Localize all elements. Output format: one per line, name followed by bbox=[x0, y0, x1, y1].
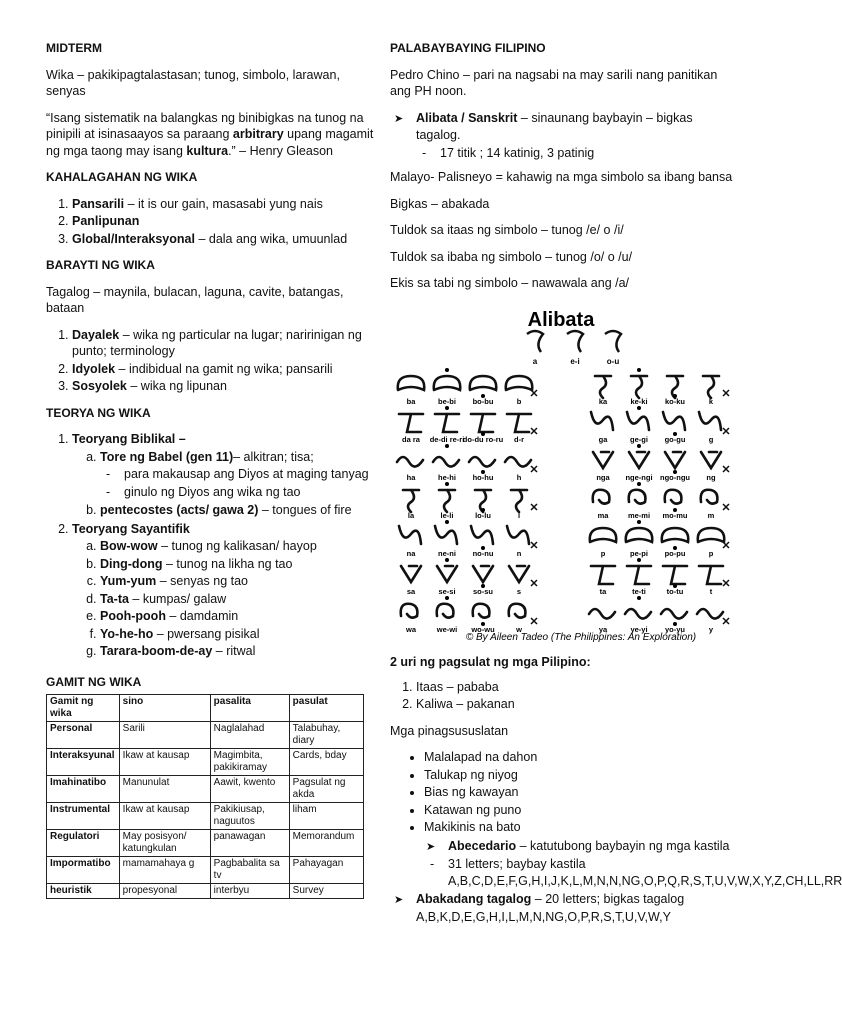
alibata-glyph bbox=[663, 566, 687, 584]
list-item: 1. Pansarili – it is our gain, masasabi yung nais bbox=[72, 196, 376, 213]
dot-mark bbox=[637, 368, 641, 372]
alibata-glyph bbox=[629, 489, 646, 503]
chart-title: Alibata bbox=[527, 308, 595, 331]
list-item: e. Pooh-pooh – damdamin bbox=[100, 608, 376, 625]
list-item: • Malalapad na dahon bbox=[424, 749, 740, 766]
abakada-list bbox=[390, 891, 740, 925]
pinagsusulatan-list bbox=[390, 749, 740, 836]
list-item: 2. Idyolek – indibidual na gamit ng wika; pansarili bbox=[72, 361, 376, 378]
glyph-label: ge-gi bbox=[630, 434, 648, 444]
alibata-glyph bbox=[437, 566, 457, 582]
table-cell: Impormatibo bbox=[47, 857, 120, 884]
table-cell: panawagan bbox=[210, 830, 289, 857]
alibata-glyph bbox=[507, 414, 531, 432]
glyph-label: y bbox=[708, 624, 714, 634]
list-item: 2. Panlipunan bbox=[72, 213, 376, 230]
alibata-chart-image bbox=[385, 304, 737, 642]
alibata-glyph bbox=[629, 452, 649, 468]
glyph-label: a bbox=[532, 356, 538, 366]
pinagsusulatan-heading: Mga pinagsususlatan bbox=[390, 723, 509, 738]
glyph-label: pe-pi bbox=[630, 548, 648, 558]
alibata-glyph bbox=[701, 452, 721, 468]
table-cell: Aawit, kwento bbox=[210, 776, 289, 803]
glyph-label: ngo-ngu bbox=[660, 472, 690, 482]
list-item: • Makikinis na bato bbox=[424, 819, 740, 836]
glyph-label: po-pu bbox=[664, 548, 686, 558]
glyph-label: sa bbox=[406, 586, 416, 596]
table-cell: Cards, bday bbox=[289, 749, 363, 776]
table-cell: Imahinatibo bbox=[47, 776, 120, 803]
table-cell: Ikaw at kausap bbox=[119, 803, 210, 830]
table-cell: Memorandum bbox=[289, 830, 363, 857]
uri-heading: 2 uri ng pagsulat ng mga Pilipino: bbox=[390, 655, 591, 669]
alibata-glyph bbox=[625, 609, 651, 619]
list-item: c. Yum-yum – senyas ng tao bbox=[100, 573, 376, 590]
alibata-glyph bbox=[663, 412, 685, 430]
gamit-table bbox=[46, 694, 364, 899]
cross-mark bbox=[531, 390, 537, 396]
table-cell: Magimbita, pakikiramay bbox=[210, 749, 289, 776]
teorya-list bbox=[46, 431, 376, 660]
list-item: - 31 letters; baybay kastila A,B,C,D,E,F,G,H,I,J,K,L,M,N,N,NG,O,P,Q,R,S,T,U,V,W,X,Y,Z,CH,LL,RR bbox=[448, 856, 740, 889]
cross-mark bbox=[531, 504, 537, 510]
alibata-glyph bbox=[437, 603, 454, 617]
wika-definition: Wika – pakikipagtalastasan; tunog, simbolo, larawan, senyas bbox=[46, 67, 340, 98]
left-column bbox=[46, 40, 376, 899]
cross-mark bbox=[531, 580, 537, 586]
table-cell: Interaksyunal bbox=[47, 749, 120, 776]
alibata-glyph bbox=[511, 490, 527, 512]
alibata-glyph bbox=[471, 414, 495, 432]
glyph-label: da ra bbox=[402, 434, 420, 444]
alibata-glyph bbox=[401, 566, 421, 582]
alibata-glyph bbox=[401, 603, 418, 617]
alibata-glyph bbox=[399, 526, 421, 544]
glyph-label: n bbox=[516, 548, 522, 558]
alibata-glyph bbox=[665, 452, 685, 468]
alibata-list bbox=[390, 110, 740, 162]
cross-mark bbox=[723, 390, 729, 396]
alibata-glyph bbox=[703, 376, 719, 398]
table-cell: May posisyon/ katungkulan bbox=[119, 830, 210, 857]
kahalagahan-list bbox=[46, 196, 376, 248]
alibata-glyph bbox=[471, 526, 493, 544]
cross-mark bbox=[531, 618, 537, 624]
table-cell: mamamahaya g bbox=[119, 857, 210, 884]
alibata-glyph bbox=[506, 376, 532, 390]
alibata-glyph bbox=[505, 457, 531, 467]
uri-list bbox=[390, 679, 740, 713]
glyph-label: ba bbox=[406, 396, 416, 406]
list-item: a. Tore ng Babel (gen 11)– alkitran; tisa; - para makausap ang Diyos at maging tanyag - ginulo ng Diyos ang wika ng tao bbox=[100, 449, 376, 501]
dot-mark bbox=[637, 596, 641, 600]
vowel-glyph bbox=[527, 331, 543, 352]
barayti-heading: BARAYTI NG WIKA bbox=[46, 258, 155, 272]
glyph-label: b bbox=[516, 396, 522, 406]
glyph-label: so-su bbox=[472, 586, 494, 596]
list-item: • Bias ng kawayan bbox=[424, 784, 740, 801]
glyph-label: p bbox=[708, 548, 714, 558]
glyph-label: to-tu bbox=[666, 586, 684, 596]
table-row bbox=[47, 884, 364, 899]
glyph-label: ko-ku bbox=[664, 396, 686, 406]
list-item: a. Bow-wow – tunog ng kalikasan/ hayop bbox=[100, 538, 376, 555]
midterm-heading: MIDTERM bbox=[46, 41, 102, 55]
table-cell: Pagbabalita sa tv bbox=[210, 857, 289, 884]
glyph-label: wa bbox=[405, 624, 417, 634]
glyph-label: d-r bbox=[514, 434, 524, 444]
glyph-label: l bbox=[517, 510, 521, 520]
alibata-glyph bbox=[590, 528, 616, 542]
alibata-glyph bbox=[662, 528, 688, 542]
list-item: ➤ Abakadang tagalog – 20 letters; bigkas tagalog A,B,K,D,E,G,H,I,L,M,N,NG,O,P,R,S,T,U,V,W,Y bbox=[416, 891, 740, 925]
alibata-glyph bbox=[593, 452, 613, 468]
alibata-glyph bbox=[697, 609, 723, 619]
cross-mark bbox=[723, 466, 729, 472]
glyph-label: ma bbox=[597, 510, 609, 520]
list-item: - 17 titik ; 14 katinig, 3 patinig bbox=[440, 145, 740, 162]
alibata-glyph bbox=[627, 412, 649, 430]
alibata-glyph bbox=[627, 566, 651, 584]
table-cell: Personal bbox=[47, 722, 120, 749]
dot-mark bbox=[445, 406, 449, 410]
glyph-label: wo-wu bbox=[471, 624, 495, 634]
glyph-label: la bbox=[407, 510, 415, 520]
list-item: ➤ Alibata / Sanskrit – sinaunang baybayin – bigkas tagalog. - 17 titik ; 14 katinig, 3 patinig bbox=[416, 110, 740, 162]
glyph-label: ye-yi bbox=[630, 624, 648, 634]
glyph-label: lo-lu bbox=[475, 510, 491, 520]
list-item: 2. Kaliwa – pakanan bbox=[416, 696, 740, 713]
dot-mark bbox=[637, 558, 641, 562]
table-cell: heuristik bbox=[47, 884, 120, 899]
alibata-glyph bbox=[397, 457, 423, 467]
alibata-glyph bbox=[509, 603, 526, 617]
cross-mark bbox=[723, 580, 729, 586]
header-cell: Gamit ng wika bbox=[47, 695, 120, 722]
glyph-label: ho-hu bbox=[472, 472, 494, 482]
alibata-glyph bbox=[589, 609, 615, 619]
list-item: g. Tarara-boom-de-ay – ritwal bbox=[100, 643, 376, 660]
alibata-glyph bbox=[470, 376, 496, 390]
alibata-glyph bbox=[433, 457, 459, 467]
glyph-label: mo-mu bbox=[662, 510, 688, 520]
glyph-label: ga bbox=[598, 434, 608, 444]
alibata-glyph bbox=[699, 566, 723, 584]
alibata-glyph bbox=[435, 526, 457, 544]
malayo-line: Malayo- Palisneyo = kahawig na mga simbolo sa ibang bansa bbox=[390, 170, 733, 184]
glyph-label: se-si bbox=[438, 586, 456, 596]
vowel-glyph bbox=[605, 331, 621, 352]
kahalagahan-heading: KAHALAGAHAN NG WIKA bbox=[46, 170, 198, 184]
alibata-glyph bbox=[399, 414, 423, 432]
alibata-glyph bbox=[434, 376, 460, 390]
teorya-heading: TEORYA NG WIKA bbox=[46, 405, 151, 420]
glyph-label: nge-ngi bbox=[625, 472, 653, 482]
glyph-label: k bbox=[708, 396, 714, 406]
list-item: - para makausap ang Diyos at maging tanyag bbox=[124, 466, 376, 483]
table-cell: Manunulat bbox=[119, 776, 210, 803]
alibata-glyph bbox=[507, 526, 529, 544]
glyph-label: do-du ro-ru bbox=[462, 434, 504, 444]
gamit-heading: GAMIT NG WIKA bbox=[46, 674, 142, 689]
vowel-glyph bbox=[567, 331, 583, 352]
dot-mark bbox=[637, 406, 641, 410]
alibata-glyph bbox=[701, 489, 718, 503]
alibata-glyph bbox=[509, 566, 529, 582]
table-cell: interbyu bbox=[210, 884, 289, 899]
alibata-glyph bbox=[473, 603, 490, 617]
alibata-glyph bbox=[698, 528, 724, 542]
bigkas-line: Bigkas – abakada bbox=[390, 196, 490, 211]
header-cell: pasulat bbox=[289, 695, 363, 722]
palabaybaying-heading: PALABAYBAYING FILIPINO bbox=[390, 41, 546, 55]
dot-mark bbox=[445, 368, 449, 372]
glyph-label: ke-ki bbox=[630, 396, 648, 406]
tuldok-itaas-line: Tuldok sa itaas ng simbolo – tunog /e/ o /i/ bbox=[390, 223, 624, 237]
glyph-label: me-mi bbox=[627, 510, 651, 520]
dot-mark bbox=[445, 482, 449, 486]
list-item: 1. Teoryang Biblikal – a. Tore ng Babel (gen 11)– alkitran; tisa; - para makausap ang Diyos at maging tanyag - ginulo ng Diyos ang wika ng tao b. pentecostes (acts/ gawa 2) – tongues of fire bbox=[72, 431, 376, 519]
glyph-label: yo-yu bbox=[664, 624, 686, 634]
cross-mark bbox=[531, 542, 537, 548]
table-row bbox=[47, 830, 364, 857]
gleason-quote: “Isang sistematik na balangkas ng binibigkas na tunog na pinipili at isinasaayos sa paraang arbitrary upang magamit ng mga taong may isang kultura.” – Henry Gleason bbox=[46, 110, 374, 158]
table-row bbox=[47, 749, 364, 776]
cross-mark bbox=[723, 542, 729, 548]
glyph-label: de-di re-ri bbox=[429, 434, 465, 444]
glyph-label: g bbox=[708, 434, 714, 444]
alibata-glyph bbox=[631, 376, 647, 398]
alibata-glyph bbox=[699, 412, 721, 430]
dot-mark bbox=[445, 596, 449, 600]
table-cell: Pakikiusap, naguutos bbox=[210, 803, 289, 830]
chino-line: Pedro Chino – pari na nagsabi na may sarili nang panitikan ang PH noon. bbox=[390, 67, 718, 98]
list-item: 3. Sosyolek – wika ng lipunan bbox=[72, 378, 376, 395]
list-item: f. Yo-he-ho – pwersang pisikal bbox=[100, 626, 376, 643]
table-row bbox=[47, 857, 364, 884]
alibata-glyph bbox=[473, 566, 493, 582]
cross-mark bbox=[723, 618, 729, 624]
glyph-label: ta bbox=[599, 586, 607, 596]
dot-mark bbox=[637, 444, 641, 448]
alibata-glyph bbox=[626, 528, 652, 542]
list-item: ➤ Abecedario – katutubong baybayin ng mga kastila bbox=[448, 838, 740, 856]
dot-mark bbox=[445, 520, 449, 524]
alibata-glyph bbox=[591, 412, 613, 430]
list-item: 2. Teoryang Sayantifik a. Bow-wow – tunog ng kalikasan/ hayop b. Ding-dong – tunog na likha ng tao c. Yum-yum – senyas ng tao d. Ta-ta – kumpas/ galaw e. Pooh-pooh – damdamin f. Yo-he-ho – pwersang pisikal g. Tarara-boom-de-ay – ritwal bbox=[72, 521, 376, 660]
glyph-label: ya bbox=[598, 624, 608, 634]
alibata-glyph bbox=[403, 490, 419, 512]
alibata-glyph bbox=[439, 490, 455, 512]
glyph-label: t bbox=[709, 586, 713, 596]
glyph-label: be-bi bbox=[438, 396, 456, 406]
dot-mark bbox=[445, 558, 449, 562]
table-cell: Pahayagan bbox=[289, 857, 363, 884]
list-item: • Katawan ng puno bbox=[424, 802, 740, 819]
alibata-glyph bbox=[469, 457, 495, 467]
table-cell: Sarili bbox=[119, 722, 210, 749]
abecedario-list bbox=[390, 838, 740, 856]
cross-mark bbox=[723, 428, 729, 434]
glyph-label: e-i bbox=[570, 356, 580, 366]
glyph-label: s bbox=[516, 586, 522, 596]
glyph-label: na bbox=[406, 548, 416, 558]
glyph-label: h bbox=[516, 472, 522, 482]
table-header-row bbox=[47, 695, 364, 722]
alibata-glyph bbox=[591, 566, 615, 584]
header-cell: pasalita bbox=[210, 695, 289, 722]
table-cell: propesyonal bbox=[119, 884, 210, 899]
table-cell: Survey bbox=[289, 884, 363, 899]
table-row bbox=[47, 803, 364, 830]
glyph-label: ka bbox=[598, 396, 608, 406]
alibata-glyph bbox=[435, 414, 459, 432]
glyph-label: bo-bu bbox=[472, 396, 494, 406]
glyph-label: p bbox=[600, 548, 606, 558]
list-item: • Talukap ng niyog bbox=[424, 767, 740, 784]
glyph-label: te-ti bbox=[632, 586, 646, 596]
alibata-glyph bbox=[661, 609, 687, 619]
cross-mark bbox=[531, 428, 537, 434]
table-cell: Pagsulat ng akda bbox=[289, 776, 363, 803]
alibata-glyph bbox=[593, 489, 610, 503]
table-cell: Instrumental bbox=[47, 803, 120, 830]
dot-mark bbox=[637, 482, 641, 486]
table-row bbox=[47, 776, 364, 803]
list-item: 3. Global/Interaksyonal – dala ang wika, umuunlad bbox=[72, 231, 376, 248]
glyph-label: go-gu bbox=[664, 434, 686, 444]
table-row bbox=[47, 722, 364, 749]
glyph-label: w bbox=[516, 624, 522, 634]
glyph-label: ng bbox=[706, 472, 716, 482]
glyph-label: ha bbox=[406, 472, 416, 482]
right-column bbox=[390, 40, 842, 926]
alibata-glyph bbox=[665, 489, 682, 503]
list-item: d. Ta-ta – kumpas/ galaw bbox=[100, 591, 376, 608]
list-item: 1. Itaas – pababa bbox=[416, 679, 740, 696]
list-item: b. pentecostes (acts/ gawa 2) – tongues of fire bbox=[100, 502, 376, 519]
list-item: - ginulo ng Diyos ang wika ng tao bbox=[124, 484, 376, 501]
tuldok-ibaba-line: Tuldok sa ibaba ng simbolo – tunog /o/ o /u/ bbox=[390, 249, 633, 264]
dot-mark bbox=[637, 520, 641, 524]
alibata-glyph bbox=[595, 376, 611, 398]
cross-mark bbox=[723, 504, 729, 510]
table-cell: liham bbox=[289, 803, 363, 830]
glyph-label: ne-ni bbox=[438, 548, 456, 558]
dot-mark bbox=[445, 444, 449, 448]
chart-credit: © By Aileen Tadeo (The Philippines: An Exploration) bbox=[465, 631, 697, 643]
tagalog-line: Tagalog – maynila, bulacan, laguna, cavite, batangas, bataan bbox=[46, 284, 344, 315]
glyph-label: no-nu bbox=[472, 548, 494, 558]
glyph-label: o-u bbox=[606, 356, 620, 366]
table-cell: Regulatori bbox=[47, 830, 120, 857]
glyph-label: nga bbox=[596, 472, 610, 482]
glyph-label: le-li bbox=[440, 510, 454, 520]
ekis-line: Ekis sa tabi ng simbolo – nawawala ang /a/ bbox=[390, 276, 630, 290]
alibata-glyph bbox=[398, 376, 424, 390]
barayti-list bbox=[46, 327, 376, 395]
abecedario-sub bbox=[390, 856, 842, 889]
glyph-label: m bbox=[707, 510, 715, 520]
list-item: b. Ding-dong – tunog na likha ng tao bbox=[100, 556, 376, 573]
glyph-label: we-wi bbox=[436, 624, 458, 634]
table-cell: Talabuhay, diary bbox=[289, 722, 363, 749]
list-item: 1. Dayalek – wika ng particular na lugar; naririnigan ng punto; terminology bbox=[72, 327, 376, 360]
glyph-label: he-hi bbox=[438, 472, 456, 482]
header-cell: sino bbox=[119, 695, 210, 722]
cross-mark bbox=[531, 466, 537, 472]
table-cell: Naglalahad bbox=[210, 722, 289, 749]
table-cell: Ikaw at kausap bbox=[119, 749, 210, 776]
